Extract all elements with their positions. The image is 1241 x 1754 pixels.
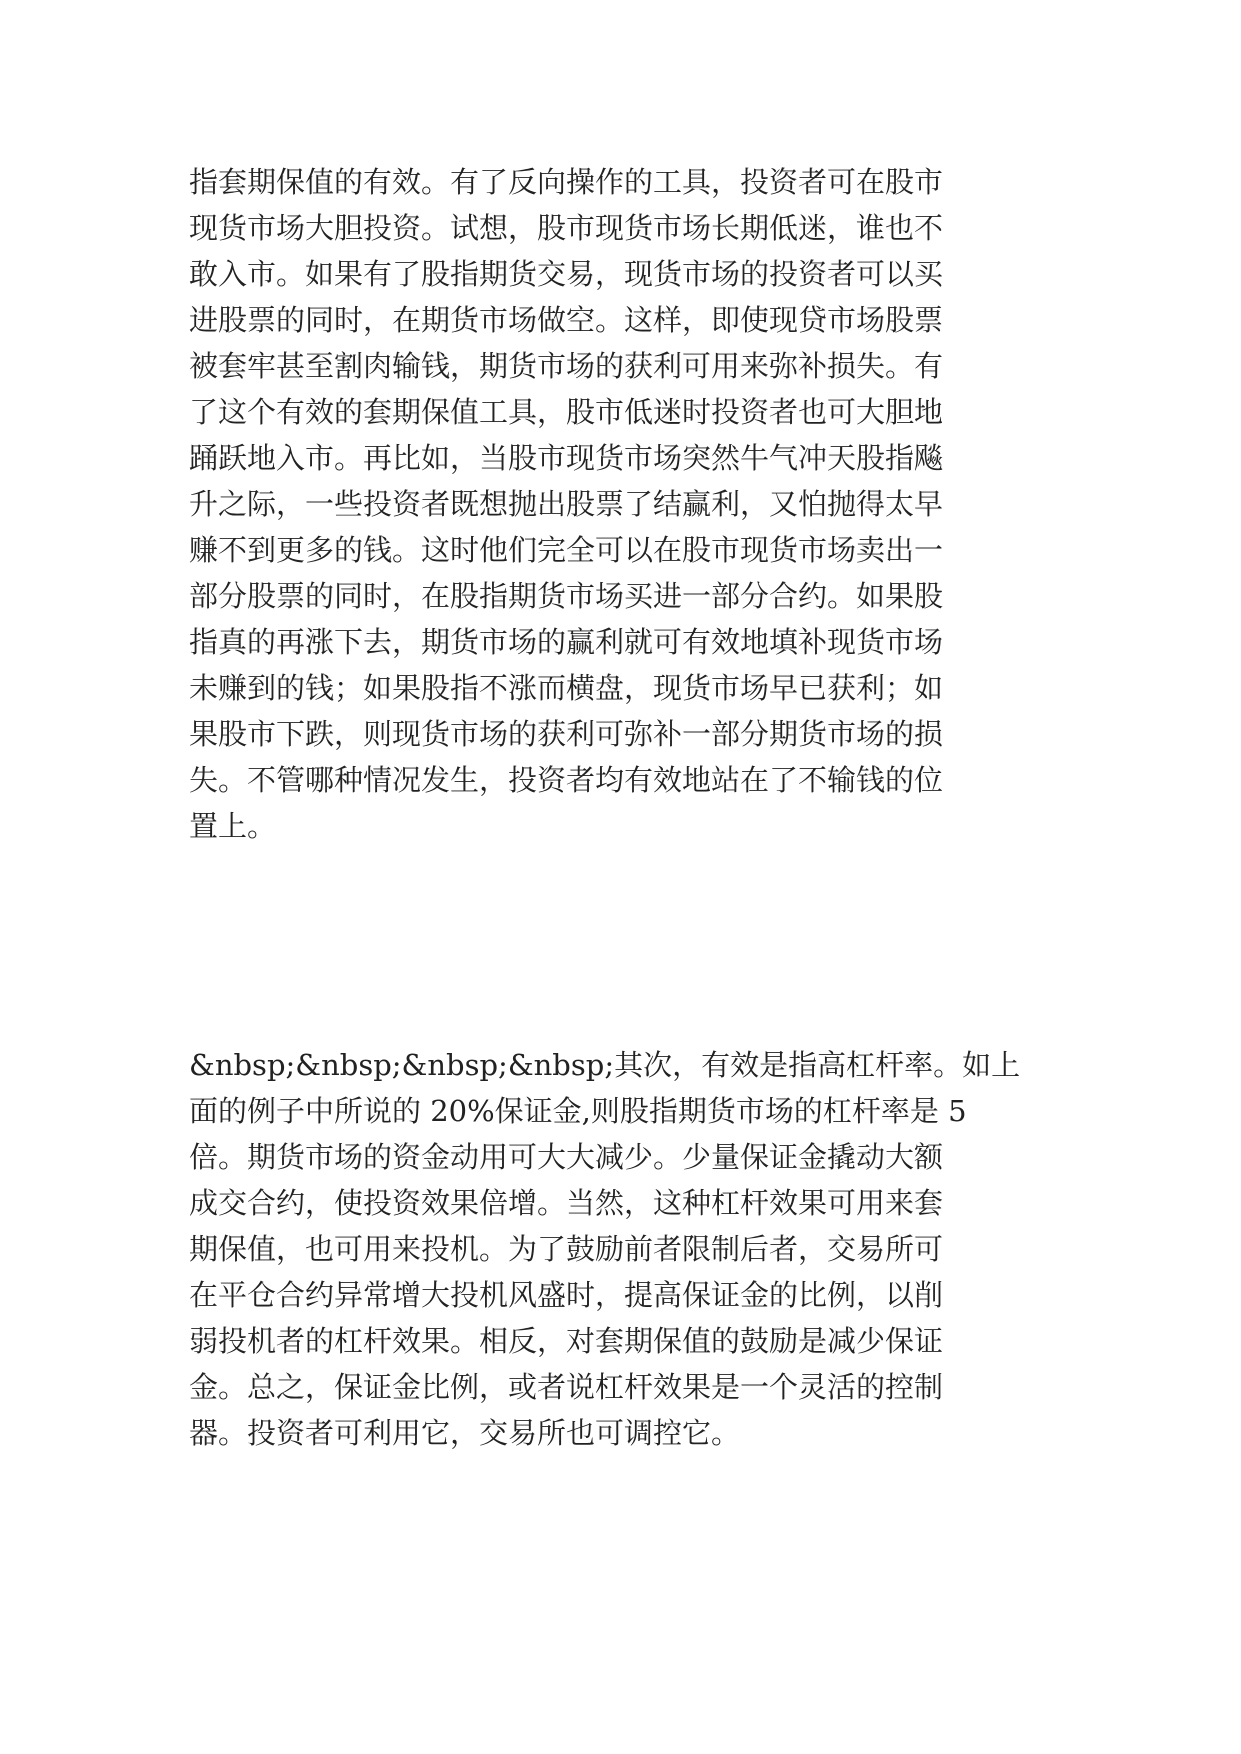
paragraph-line: 果股市下跌，则现货市场的获利可弥补一部分期货市场的损: [189, 717, 944, 751]
paragraph-line: 成交合约，使投资效果倍增。当然，这种杠杆效果可用来套: [189, 1186, 944, 1220]
paragraph-line: 被套牢甚至割肉输钱，期货市场的获利可用来弥补损失。有: [189, 349, 944, 383]
paragraph-line: 进股票的同时，在期货市场做空。这样，即使现贷市场股票: [189, 303, 944, 337]
paragraph-line: 部分股票的同时，在股指期货市场买进一部分合约。如果股: [189, 579, 944, 613]
paragraph-line: 赚不到更多的钱。这时他们完全可以在股市现货市场卖出一: [189, 533, 944, 567]
paragraph-line: 面的例子中所说的 20%保证金,则股指期货市场的杠杆率是 5: [189, 1094, 967, 1128]
paragraph-line: 倍。期货市场的资金动用可大大减少。少量保证金撬动大额: [189, 1140, 944, 1174]
paragraph-line: 指套期保值的有效。有了反向操作的工具，投资者可在股市: [189, 165, 944, 199]
paragraph-line: 现货市场大胆投资。试想，股市现货市场长期低迷，谁也不: [189, 211, 944, 245]
paragraph-line: 敢入市。如果有了股指期货交易，现货市场的投资者可以买: [189, 257, 944, 291]
paragraph-line: 置上。: [189, 809, 277, 843]
paragraph-line: 升之际，一些投资者既想抛出股票了结赢利，又怕抛得太早: [189, 487, 944, 521]
paragraph-hedging: [189, 159, 1055, 849]
paragraph-line: 失。不管哪种情况发生，投资者均有效地站在了不输钱的位: [189, 763, 944, 797]
paragraph-leverage: [189, 1042, 1055, 1456]
paragraph-line: 器。投资者可利用它，交易所也可调控它。: [189, 1416, 741, 1450]
paragraph-line: 金。总之，保证金比例，或者说杠杆效果是一个灵活的控制: [189, 1370, 944, 1404]
paragraph-line: 未赚到的钱；如果股指不涨而横盘，现货市场早已获利；如: [189, 671, 944, 705]
paragraph-line: 弱投机者的杠杆效果。相反，对套期保值的鼓励是减少保证: [189, 1324, 944, 1358]
paragraph-line: &nbsp;&nbsp;&nbsp;&nbsp;其次，有效是指高杠杆率。如上: [189, 1048, 1021, 1082]
paragraph-line: 了这个有效的套期保值工具，股市低迷时投资者也可大胆地: [189, 395, 944, 429]
paragraph-line: 指真的再涨下去，期货市场的赢利就可有效地填补现货市场: [189, 625, 944, 659]
paragraph-line: 踊跃地入市。再比如，当股市现货市场突然牛气冲天股指飚: [189, 441, 944, 475]
paragraph-line: 期保值，也可用来投机。为了鼓励前者限制后者，交易所可: [189, 1232, 944, 1266]
paragraph-line: 在平仓合约异常增大投机风盛时，提高保证金的比例，以削: [189, 1278, 944, 1312]
